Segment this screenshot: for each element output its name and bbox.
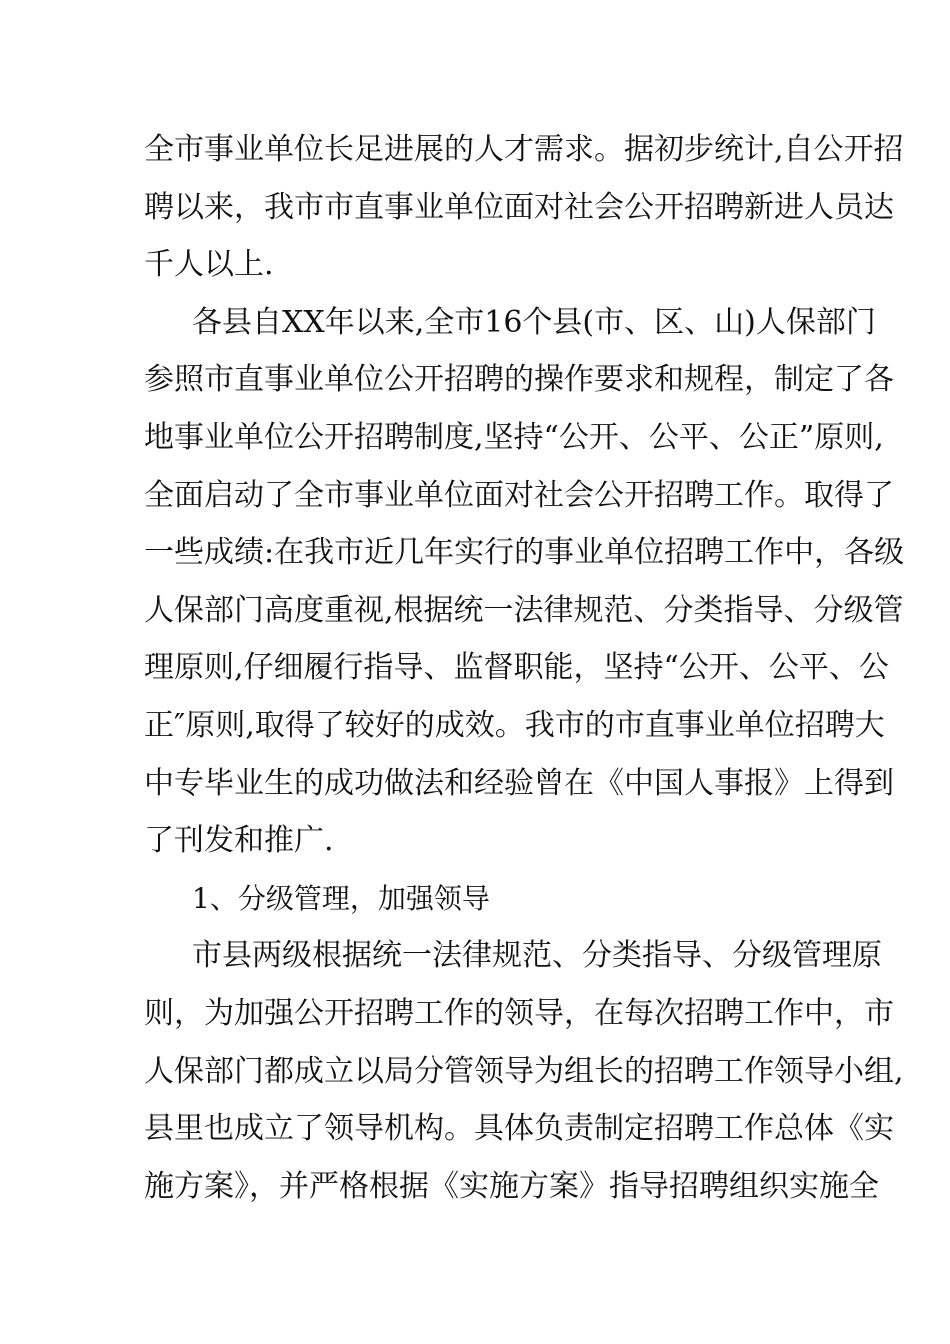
paragraph-first-line: 市县两级根据统一法律规范、分类指导、分级管理原 xyxy=(192,938,882,974)
text-line: 人保部门高度重视,根据统一法律规范、分类指导、分级管 xyxy=(144,592,904,628)
text-line: 聘以来，我市市直事业单位面对社会公开招聘新进人员达 xyxy=(144,189,894,225)
paragraph-first-line: 各县自XX年以来,全市16个县(市、区、山)人保部门 xyxy=(192,304,876,340)
text-line: 地事业单位公开招聘制度,坚持“公开、公平、公正”原则, xyxy=(144,419,884,455)
text-line: 一些成绩:在我市近几年实行的事业单位招聘工作中，各级 xyxy=(144,535,905,571)
text-line: 人保部门都成立以局分管领导为组长的招聘工作领导小组, xyxy=(144,1053,904,1089)
text-line: 参照市直事业单位公开招聘的操作要求和规程，制定了各 xyxy=(144,362,894,398)
document-body xyxy=(144,121,905,1215)
text-line: 则，为加强公开招聘工作的领导，在每次招聘工作中，市 xyxy=(144,995,894,1031)
text-line: 县里也成立了领导机构。具体负责制定招聘工作总体《实 xyxy=(144,1111,894,1147)
text-line: 中专毕业生的成功做法和经验曾在《中国人事报》上得到 xyxy=(144,765,894,801)
section-heading: 1、分级管理，加强领导 xyxy=(192,881,490,915)
text-line: 施方案》，并严格根据《实施方案》指导招聘组织实施全 xyxy=(144,1168,879,1204)
text-line: 了刊发和推广. xyxy=(144,823,334,859)
text-line: 千人以上. xyxy=(144,247,274,283)
text-line: 全面启动了全市事业单位面对社会公开招聘工作。取得了 xyxy=(144,477,894,513)
text-line: 理原则,仔细履行指导、监督职能，坚持“公开、公平、公 xyxy=(144,650,889,686)
text-line: 全市事业单位长足进展的人才需求。据初步统计,自公开招 xyxy=(144,132,904,167)
text-line: 正″原则,取得了较好的成效。我市的市直事业单位招聘大 xyxy=(144,707,885,743)
